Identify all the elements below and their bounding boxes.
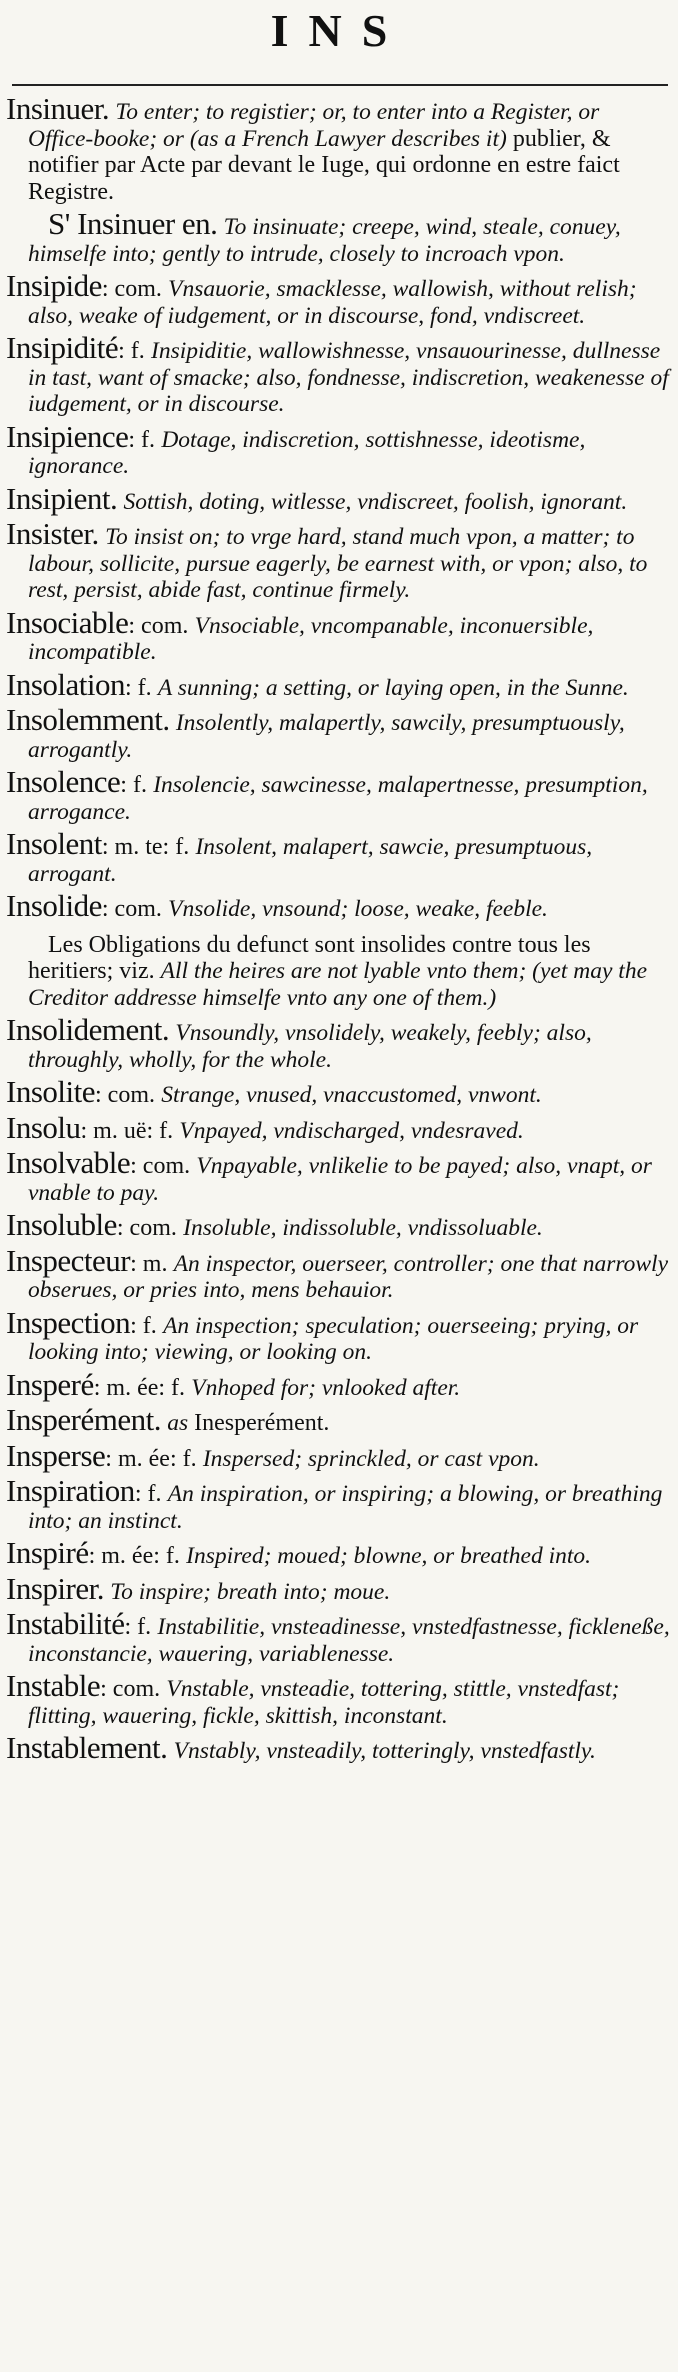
entry-insipient xyxy=(6,480,670,516)
definition: An inspiration, or inspiring; a blowing, or breathing into; an instinct. xyxy=(28,1481,663,1534)
grammar-label: : f. xyxy=(125,674,152,701)
french-note: publier, & notifier par Acte par devant le Iuge, qui ordonne en estre faict Registre. xyxy=(28,125,620,205)
entry-insolvable xyxy=(6,1145,670,1206)
definition: Vnpayed, vndischarged, vndesraved. xyxy=(179,1117,524,1144)
headword: Inspection xyxy=(6,1304,131,1340)
grammar-label: : com. xyxy=(101,896,162,922)
definition: To insist on; to vrge hard, stand much vpon, a matter; to labour, sollicite, pursue eagerly, be earnest with, or vpon; also, to rest, persist, abide fast, continue firmely. xyxy=(28,524,648,603)
definition: Vnhoped for; vnlooked after. xyxy=(191,1374,461,1401)
entry-insinuer xyxy=(6,91,670,205)
entry-insipide xyxy=(6,268,670,329)
grammar-label: : f. xyxy=(120,772,147,798)
entry-insolation xyxy=(6,666,670,702)
grammar-label: : m. te: f. xyxy=(101,834,190,860)
definition: Vnsoundly, vnsolidely, weakely, feebly; also, throughly, wholly, for the whole. xyxy=(28,1020,592,1073)
definition: Vnstably, vnsteadily, totteringly, vnstedfastly. xyxy=(173,1738,596,1764)
definition: All the heires are not lyable vnto them; (yet may the Creditor addresse himselfe vnto any one of them.) xyxy=(28,958,647,1011)
definition: Insolently, malapertly, sawcily, presumptuously, arrogantly. xyxy=(28,710,625,763)
grammar-label: : m. ée: f. xyxy=(105,1445,197,1472)
definition: To insinuate; creepe, wind, steale, conuey, himselfe into; gently to intrude, closely to incroach vpon. xyxy=(28,214,621,267)
headword: Insolemment. xyxy=(6,702,170,737)
headword: Instablement. xyxy=(6,1730,168,1765)
headword: Insipience xyxy=(6,418,129,454)
definition: A sunning; a setting, or laying open, in the Sunne. xyxy=(157,674,629,701)
entry-insolence xyxy=(6,764,670,825)
headword: Insperément. xyxy=(6,1402,161,1437)
entry-inspire xyxy=(6,1535,670,1570)
grammar-label: : f. xyxy=(134,1481,162,1507)
headword: Insipide xyxy=(6,268,102,303)
definition: Vnpayable, vnlikelie to be payed; also, vnapt, or vnable to pay. xyxy=(28,1153,652,1206)
entry-insister xyxy=(6,516,670,604)
headword: Insolent xyxy=(6,826,102,861)
entry-list xyxy=(6,91,670,1771)
definition: Insolent, malapert, sawcie, presumptuous, arrogant. xyxy=(28,834,593,887)
definition: Vnstable, vnsteadie, tottering, stittle, vnstedfast; flitting, wauering, fickle, skittish, inconstant. xyxy=(28,1676,620,1729)
entry-insipidite xyxy=(6,330,670,418)
grammar-label: : com. xyxy=(100,1676,161,1702)
headword: Insolence xyxy=(6,764,121,799)
definition: Inspersed; sprinckled, or cast vpon. xyxy=(202,1445,540,1472)
headword: Inspirer. xyxy=(6,1570,104,1606)
entry-insipience xyxy=(6,418,670,480)
definition: Inspired; moued; blowne, or breathed into. xyxy=(186,1543,592,1569)
entry-inspiration xyxy=(6,1473,670,1534)
grammar-label: : f. xyxy=(130,1312,157,1339)
headword: Insister. xyxy=(6,516,99,551)
grammar-label: : com. xyxy=(116,1215,177,1241)
headword: Insperse xyxy=(6,1437,106,1473)
entry-inspection xyxy=(6,1304,670,1366)
entry-insociable xyxy=(6,604,670,666)
headword: Insoluble xyxy=(6,1207,117,1242)
entry-insperse xyxy=(6,1437,670,1473)
definition: Insipiditie, wallowishnesse, vnsauourinesse, dullnesse in tast, want of smacke; also, fondnesse, indiscretion, weakenesse of iudgement, or in discourse. xyxy=(28,338,669,417)
entry-insolide-example xyxy=(6,929,670,1012)
definition: Vnsociable, vncompanable, inconuersible, incompatible. xyxy=(28,612,594,665)
grammar-label: : f. xyxy=(124,1614,152,1640)
definition: An inspection; speculation; ouerseeing; prying, or looking into; viewing, or looking on. xyxy=(28,1312,639,1365)
entry-instable xyxy=(6,1668,670,1729)
grammar-label: : com. xyxy=(128,612,189,639)
headword: Inspiration xyxy=(6,1473,135,1508)
headword: Insolation xyxy=(6,666,125,702)
grammar-label: : m. ée: f. xyxy=(93,1374,186,1401)
french-note: Les Obligations du defunct sont insolides contre tous les heritiers; viz. xyxy=(28,931,591,984)
entry-insoluble xyxy=(6,1207,670,1242)
headword: Insociable xyxy=(6,604,129,640)
entry-instablement xyxy=(6,1730,670,1765)
headword: Insperé xyxy=(6,1366,94,1402)
headword: Inspecteur xyxy=(6,1242,131,1278)
headword: Insolu xyxy=(6,1109,81,1145)
grammar-label: : com. xyxy=(101,276,162,302)
entry-insolu xyxy=(6,1109,670,1145)
grammar-label: : f. xyxy=(128,426,156,453)
definition: Strange, vnused, vnaccustomed, vnwont. xyxy=(161,1082,542,1108)
headword: Insolite xyxy=(6,1074,95,1109)
headword: Insolidement. xyxy=(6,1012,170,1047)
header-rule xyxy=(12,84,668,86)
headword: Insipient. xyxy=(6,480,118,516)
definition: Insolencie, sawcinesse, malapertnesse, presumption, arrogance. xyxy=(28,772,648,825)
entry-inspirer xyxy=(6,1570,670,1606)
headword: S' Insinuer en. xyxy=(48,206,218,241)
entry-insperé xyxy=(6,1366,670,1402)
definition: Sottish, doting, witlesse, vndiscreet, foolish, ignorant. xyxy=(123,488,628,515)
entry-inspecteur xyxy=(6,1242,670,1304)
grammar-label: : m. uë: f. xyxy=(80,1117,174,1144)
entry-insperement xyxy=(6,1402,670,1437)
grammar-label: : m. ée: f. xyxy=(88,1543,180,1569)
definition: Vnsauorie, smacklesse, wallowish, without relish; also, weake of iudgement, or in discourse, fond, vndiscreet. xyxy=(28,276,637,329)
definition: Insoluble, indissoluble, vndissoluable. xyxy=(183,1215,543,1241)
entry-insolite xyxy=(6,1074,670,1109)
entry-insolide xyxy=(6,888,670,923)
headword: Insinuer. xyxy=(6,91,110,126)
entry-s-insinuer-en xyxy=(6,206,670,267)
definition: Dotage, indiscretion, sottishnesse, ideotisme, ignorance. xyxy=(28,426,586,479)
definition: An inspector, ouerseer, controller; one that narrowly obserues, or pries into, mens behauior. xyxy=(28,1250,669,1303)
definition: Vnsolide, vnsound; loose, weake, feeble. xyxy=(168,896,548,922)
page-title: INS xyxy=(270,5,408,56)
grammar-label: : com. xyxy=(95,1082,155,1108)
definition: Instabilitie, vnsteadinesse, vnstedfastnesse, fickleneße, inconstancie, wauering, variablenesse. xyxy=(28,1614,670,1667)
entry-insolent xyxy=(6,826,670,887)
headword: Insolide xyxy=(6,888,102,923)
headword: Insolvable xyxy=(6,1145,131,1180)
headword: Instable xyxy=(6,1668,101,1703)
headword: Insipidité xyxy=(6,330,119,365)
french-note: Inesperément. xyxy=(188,1410,330,1436)
grammar-label: : com. xyxy=(130,1153,191,1179)
grammar-label: : f. xyxy=(118,338,145,364)
definition: To inspire; breath into; moue. xyxy=(110,1578,391,1605)
page-header xyxy=(0,0,678,82)
headword: Inspiré xyxy=(6,1535,89,1570)
entry-instabilite xyxy=(6,1606,670,1667)
grammar-label: : m. xyxy=(130,1250,168,1277)
entry-insolemment xyxy=(6,702,670,763)
definition: as xyxy=(167,1410,189,1436)
definition: To enter; to registier; or, to enter into a Register, or Office-booke; or (as a French Lawyer describes it) xyxy=(28,99,600,152)
entry-insolidement xyxy=(6,1012,670,1073)
headword: Instabilité xyxy=(6,1606,125,1641)
